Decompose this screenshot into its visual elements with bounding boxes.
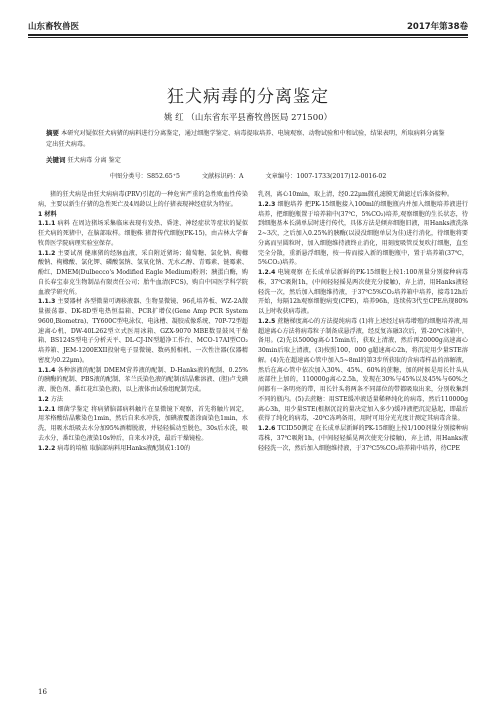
journal-name: 山东畜牧兽医 <box>28 22 80 32</box>
subsection-number: 1.2.6 <box>258 425 276 432</box>
subsection-text: 在周边猪场采集临床表现有发热、昏迷、神经症状等症状的疑似狂犬病的死猪中，在脑部取样。细胞株 猪肾传代细胞(PK-15)，由吉林大学畜牧兽医学院病理实验室保存。 <box>38 220 249 247</box>
abstract <box>46 128 450 150</box>
subsection-text: (1)将上述经过病毒增殖的细胞培养液,用超速离心方法将病毒粒子制备成悬浮液，经反复冻融3次后，置-20℃冰箱中，备用。(2)先以5000g离心15min后，获取上清液，然后再20000g高速离心30min后取上清液，(3)按照100，000 g超速离心2h，将沉淀用少量STE溶解。(4)先在超速离心管中加入5~8ml的第3步所获取的含病毒样品的溶解液，然后在离心管中依次加入30%、45%、60%的蔗糖，加的时候是用长针头从底部往上加的，110000g离心2.5h，发现在30%与45%以及45%与60%之间都有一条明亮的带，用长针头将两条不同部位的带都吸取出来，分别收集到不同的瓶内。(5)去蔗糖：用STE缓冲液适量稀释纯化的病毒，然后110000g离心3h，用少量STE(根据沉淀的量决定加入多少)缓冲液把沉淀悬起，即最后获得了纯化的病毒，-20℃冻鸣备用，用时可用分光光度计测定其病毒含量。 <box>258 317 469 423</box>
subsection-text: 将病猪脑部病料触片在显微镜下观察，首先将触片固定，用苯格酸结晶紫染色1min，然后自来水冲洗，加碘液覆盖涂面染色1min，水洗，用吸水纸吸去水分加95%酒精脱液，并轻轻摇动至脱色，30s后水洗，吸去水分，番红染色液染10s钟后，自来水冲洗，最后干燥镜检。 <box>38 405 249 442</box>
subsection-paragraph <box>258 200 468 268</box>
subsection-label: 主要器材 <box>57 298 82 306</box>
subsection-paragraph <box>258 424 468 453</box>
subsection-number: 1.1.2 <box>38 249 56 257</box>
subsection-paragraph <box>38 366 248 395</box>
abstract-text: 本研究对疑似狂犬病猪的病料进行分离鉴定，通过细胞学鉴定、病毒提取培养、电镜观察、动物试验和中和试验，结果表明，所取病料分离鉴定出狂犬病毒。 <box>46 130 445 148</box>
subsection-paragraph <box>38 297 248 365</box>
subsection-text: 把PK-15细胞接入100ml的细胞瓶内并加入细胞培养液进行培养，把细胞瓶置于培养箱中(37℃，5%CO₂)培养,观察细胞的生长状态，待到细胞基本长满单层时进行传代，具体方法是倾弃细胞旧液，用Hanks液洗涤2~3次，之后加入0.25%的胰酶(以浸没细胞单层为佳)进行消化，待细胞将要分离而呈圆粒时，加入细胞维持液终止消化，用刻度吸管反复吹打细胞，直至完全分散，重新悬浮细胞，按一传而接入新的细胞瓶中，置于培养箱(37℃，5%CO₂)培养。 <box>258 200 469 267</box>
subsection-label: 病料 <box>57 220 71 228</box>
subsection-text: 在长成单层新鲜的PK-15细胞上按1/100剂量分别接种病毒株，37℃吸附1h，(中间轻轻摇晃两次使充分接触)，弃上清，用Hanks液轻轻洗一次，然后加入细胞维持液，于37℃5%CO₂培养箱中培养，待CPE <box>258 425 469 452</box>
subsection-label: 主要试剂 <box>57 249 83 257</box>
subsection-label: TCID50测定 <box>277 425 314 432</box>
subsection-number: 1.1.1 <box>38 220 56 228</box>
right-column <box>258 190 468 453</box>
subsection-text: 健康猪的经脉血液，采自附近猪场；葡萄糖、氯化钠、枸橼酸钠、枸橼酸、氯化钾、磷酸氢钠、氢氧化钠、无水乙醇、青霉素、链霉素、酚红、DMEM(Dulbecco's Modified Eagle Medium)粉剂；胰蛋白酶，购自长春宝泰克生物制品有限责任公司；胎牛血清(FCS)，购自中国医学科学院血液学研究所。 <box>38 249 249 296</box>
keywords-label: 关键词 <box>46 156 66 164</box>
subsection-number: 1.2.3 <box>258 200 276 208</box>
header-rule-thin <box>28 37 468 38</box>
subsection-text: 各型微量可调移液器、生物显微镜、96孔培养板、WZ-2A微量振荡器、DK-8D型电热恒温箱、PCR扩增仪(Gene Amp PCR System 9600,Biometra)、TY600C型电泳仪、电泳槽、凝胶成像系统、70P-72型超速离心机、DW-40L262型立式医用冰箱、GZX-9070 MBE数显鼓风干燥箱、BS124S型电子分析天平、DL-CJ-IN型超净工作台、MCO-17AI型CO₂培养箱、JEM-1200EXII投射电子显微镜、数码照相机、一次性注器(仪器精密度为0.22μm)。 <box>38 298 249 364</box>
subsection-number: 1.2.2 <box>38 444 56 452</box>
body-paragraph: 猪的狂犬病是由狂犬病病毒(PRV)引起的一种危害严重的急性败血性传染病，主要以新生仔猪的急性死亡及4周龄以上的仔猪表现神经症状为特征。 <box>38 191 248 208</box>
section-heading: 1 材料 <box>38 210 57 218</box>
subsection-paragraph <box>38 444 248 454</box>
subsection-label: 细菌学鉴定 <box>57 405 89 413</box>
running-header <box>28 20 468 32</box>
subsection-label: 病毒的培植 <box>57 444 88 452</box>
body-paragraph: 乳剂，离心10min，取上清，经0.22μm微孔滤膜无菌滤过后准备接种。 <box>258 191 454 198</box>
keywords <box>46 155 450 164</box>
subsection-number: 1.2 <box>38 395 49 403</box>
subsection-number: 1.2.4 <box>258 269 276 276</box>
subsection-paragraph <box>38 405 248 444</box>
subsection-label: 各种溶液的配制 <box>57 366 102 374</box>
subsection-paragraph <box>38 249 248 298</box>
subsection-number: 1.2.1 <box>38 405 56 413</box>
article-author: 姚 红 （山东省东平县畜牧兽医局 271500） <box>163 113 333 123</box>
issue-info: 2017年第38卷 <box>407 22 468 32</box>
subsection-text: 在长成单层新鲜的PK-15细胞上按1:100剂量分别接种病毒株，37℃吸附1h，(中间轻轻摇晃两次使充分接触)，弃上清，用Hanks液轻轻洗一次，然后加入细胞维持液，于37℃5%CO₂培养箱中培养，接毒12h后开始，每隔12h观察细胞病变(CPE)，培养96h，连续传3代至CPE出现80%以上时收获病毒液。 <box>258 269 469 315</box>
subsection-text: 取脑部病料用Hanks液配制成1:10的 <box>89 444 191 452</box>
article-number: 文章编号：1007-1733(2017)12-0016-02 <box>265 173 387 180</box>
clc-number: 中图分类号：S852.65⁺5 <box>109 173 180 180</box>
abstract-label: 摘要 <box>46 129 59 137</box>
classification-line <box>46 171 450 180</box>
subsection-number: 1.1.4 <box>38 366 56 374</box>
subsection-paragraph <box>38 219 248 248</box>
subsection-label: 蔗糖梯度离心的方法提纯病毒 <box>277 317 358 325</box>
keywords-text: 狂犬病毒 分离 鉴定 <box>67 157 121 164</box>
subsection-label: 方法 <box>50 395 63 403</box>
article-title: 狂犬病毒的分离鉴定 <box>167 87 329 107</box>
page-number: 16 <box>38 688 47 696</box>
subsection-label: 电镜观察 <box>277 269 303 276</box>
subsection-number: 1.1.3 <box>38 298 56 306</box>
header-rule-thick <box>28 34 468 36</box>
subsection-paragraph <box>258 317 468 424</box>
document-code: 文献标识码：A <box>201 173 244 180</box>
subsection-text: DMEM营养液的配制、D-Hanks液的配制、0.25%的胰酶的配制、PBS液的配制、苯兰氏染色液的配制(结晶紫溶液、(胆)卢戈碘液、脱色剂、番红花红染色液)，以上液体由试验组配制完成。 <box>38 366 249 393</box>
subsection-paragraph <box>38 395 248 405</box>
subsection-paragraph <box>258 268 468 317</box>
left-column <box>38 190 248 453</box>
subsection-label: 细胞培养 <box>277 200 303 208</box>
subsection-number: 1.2.5 <box>258 317 276 325</box>
